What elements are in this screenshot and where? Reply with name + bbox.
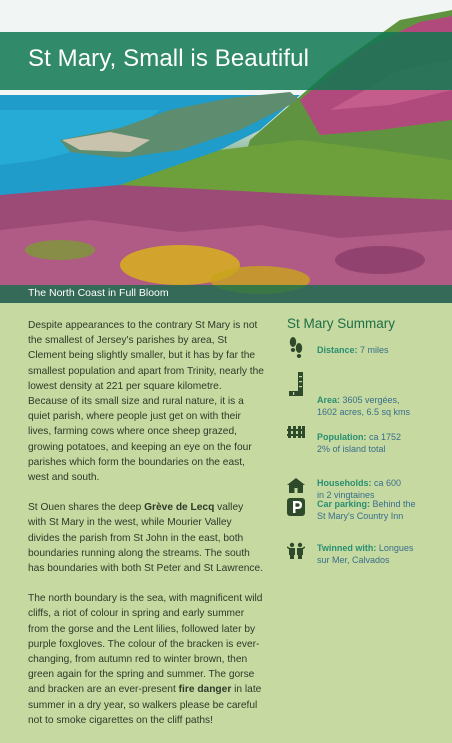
summary-sidebar xyxy=(287,316,435,565)
population-text xyxy=(317,431,435,455)
population-value-2: 2% of island total xyxy=(317,444,386,454)
distance-label: Distance: xyxy=(317,345,358,355)
households-value-2: in 2 vingtaines xyxy=(317,490,375,500)
twinned-text xyxy=(317,542,435,566)
paragraph-north-text-b: in late summer in a dry year, so walkers please be careful not to smoke cigarettes on the cliff paths! xyxy=(28,684,262,726)
greve-de-lecq-bold: Grève de Lecq xyxy=(144,502,215,514)
households-value: ca 600 xyxy=(371,478,402,488)
area-value: 3605 vergées, xyxy=(340,395,400,405)
paragraph-north-text-a: The north boundary is the sea, with magnificent wild cliffs, a riot of colour in spring and early summer from the gorse and the Lent lilies, followed later by purple foxgloves. The colour of the bracken is ever-changing, from autumn red to winter brown, then green again for the spring and summer. The gorse and bracken are an ever-present xyxy=(28,593,263,696)
area-label: Area: xyxy=(317,395,341,405)
fire-danger-bold: fire danger xyxy=(178,684,232,696)
paragraph-boundaries xyxy=(28,500,264,576)
parking-value: Behind the xyxy=(370,499,416,509)
population-value: ca 1752 xyxy=(366,432,402,442)
page-title: St Mary, Small is Beautiful xyxy=(28,45,310,72)
households-label: Households: xyxy=(317,478,372,488)
parking-icon xyxy=(287,498,305,524)
photo-caption: The North Coast in Full Bloom xyxy=(28,287,169,299)
paragraph-north-boundary xyxy=(28,591,264,728)
fence-icon xyxy=(287,422,305,448)
paragraph-intro: Despite appearances to the contrary St Mary is not the smallest of Jersey's parishes by area, St Clement being slightly smaller, but it has by far the smallest population and apart from Trinity, nearly the lowest density at 221 per square kilometre. Because of its small size and rural nature, it is a quiet parish, where people just get on with their lives, farming cows where once sheep grazed, growing potatoes, and keeping an eye on the four parishes which form the boundaries on the east, west and south. xyxy=(28,320,264,484)
twinned-label: Twinned with: xyxy=(317,543,377,553)
footprints-icon xyxy=(287,336,305,362)
population-label: Population: xyxy=(317,432,367,442)
parking-label: Car parking: xyxy=(317,499,371,509)
house-icon xyxy=(287,468,305,494)
distance-text xyxy=(317,344,435,356)
parking-text xyxy=(317,498,435,522)
area-text xyxy=(317,394,435,418)
main-text xyxy=(28,318,264,743)
twinned-value-2: sur Mer, Calvados xyxy=(317,555,390,565)
ruler-icon xyxy=(287,372,305,398)
paragraph-boundaries-text-b: valley with St Mary in the west, while Mourier Valley divides the parish from St John in the east, both boundaries running along the streams. The south has boundaries with both St Peter and St Lawrence. xyxy=(28,502,264,575)
distance-value: 7 miles xyxy=(357,345,389,355)
paragraph-boundaries-text-a: St Ouen shares the deep xyxy=(28,502,145,514)
twinned-value: Longues xyxy=(376,543,414,553)
twin-people-icon xyxy=(287,538,305,564)
area-value-2: 1602 acres, 6.5 sq kms xyxy=(317,407,411,417)
parking-value-2: St Mary's Country Inn xyxy=(317,511,404,521)
summary-title: St Mary Summary xyxy=(287,316,396,331)
